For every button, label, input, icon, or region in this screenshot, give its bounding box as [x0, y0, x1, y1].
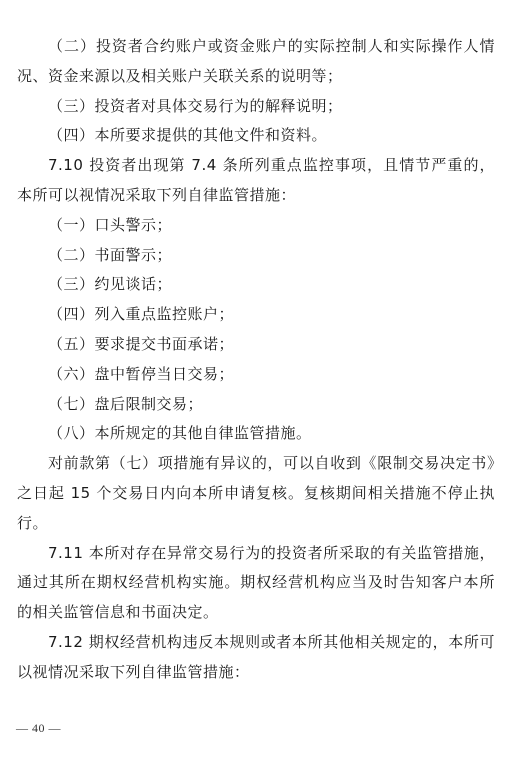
measure-item-5: （五）要求提交书面承诺；: [48, 334, 235, 353]
measure-item-6: （六）盘中暂停当日交易；: [48, 364, 235, 383]
paragraph-item-2: （二）投资者合约账户或资金账户的实际控制人和实际操作人情况、资金来源以及相关账户关联关系的说明等；: [17, 37, 495, 85]
article-7-10: 7.10 投资者出现第 7.4 条所列重点监控事项，且情节严重的，本所可以视情况采取下列自律监管措施：: [17, 156, 495, 204]
article-7-11: 7.11 本所对存在异常交易行为的投资者所采取的有关监管措施，通过其所在期权经营机构实施。期权经营机构应当及时告知客户本所的相关监管信息和书面决定。: [17, 543, 495, 622]
page-number: — 40 —: [16, 721, 61, 735]
document-body: [17, 32, 495, 688]
measure-item-8: （八）本所规定的其他自律监管措施。: [48, 424, 312, 443]
paragraph-item-4: （四）本所要求提供的其他文件和资料。: [48, 126, 328, 145]
objection-paragraph: 对前款第（七）项措施有异议的，可以自收到《限制交易决定书》之日起 15 个交易日内向本所申请复核。复核期间相关措施不停止执行。: [17, 454, 495, 532]
measure-item-4: （四）列入重点监控账户；: [48, 305, 235, 324]
measure-item-1: （一）口头警示；: [48, 215, 173, 234]
paragraph-item-3: （三）投资者对具体交易行为的解释说明；: [48, 96, 343, 115]
article-7-12: 7.12 期权经营机构违反本规则或者本所其他相关规定的，本所可以视情况采取下列自律监管措施：: [17, 632, 495, 681]
measure-item-3: （三）约见谈话；: [48, 275, 173, 294]
measure-item-7: （七）盘后限制交易；: [48, 394, 204, 413]
measure-item-2: （二）书面警示；: [48, 245, 173, 264]
